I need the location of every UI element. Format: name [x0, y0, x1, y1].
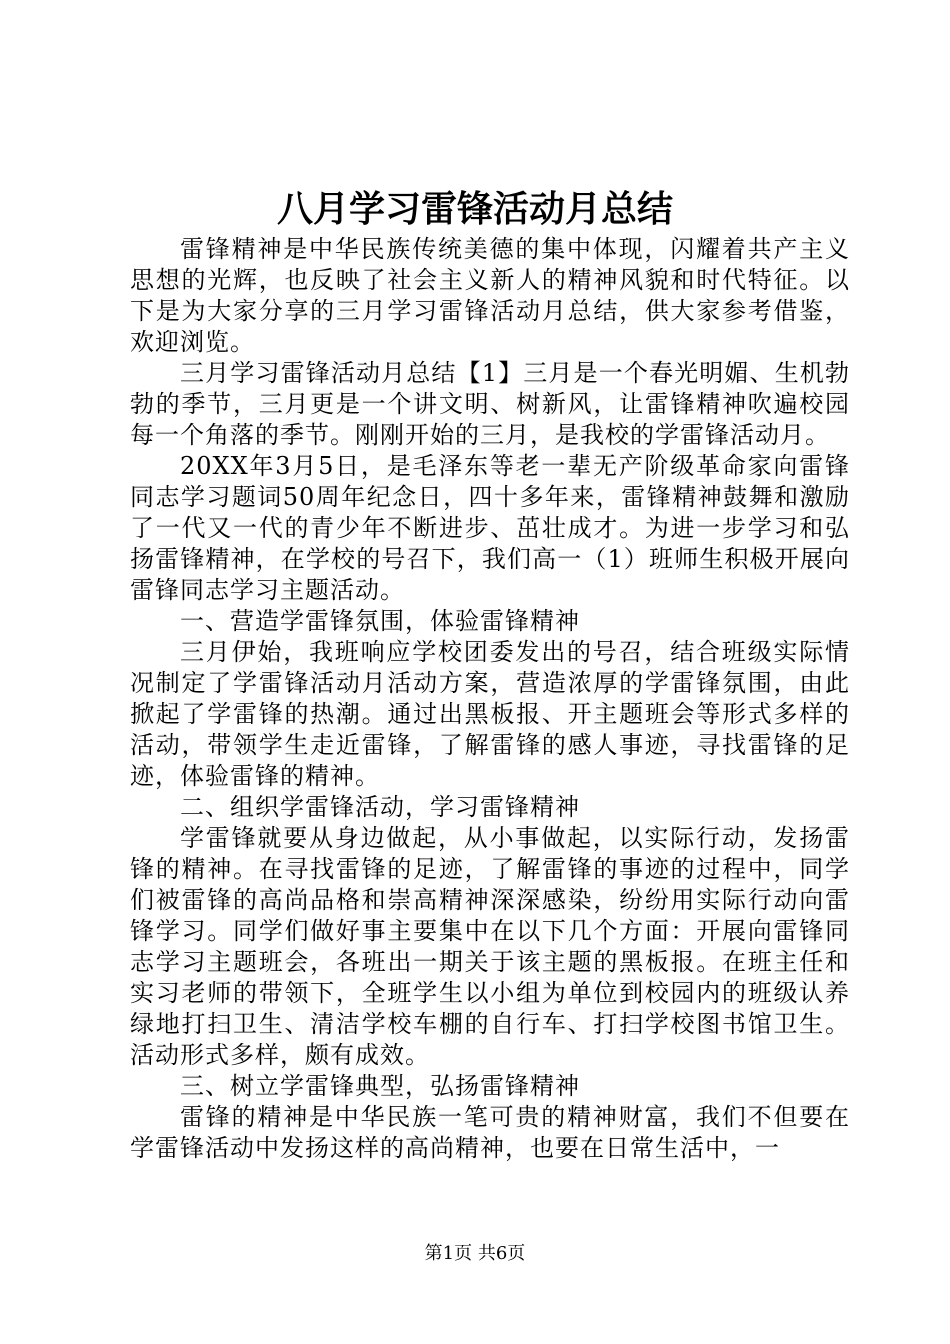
document-body — [130, 234, 850, 1164]
page-number-footer: 第1页 共6页 — [424, 1243, 526, 1264]
paragraph-section-2: 学雷锋就要从身边做起，从小事做起，以实际行动，发扬雷锋的精神。在寻找雷锋的足迹，了解雷锋的事迹的过程中，同学们被雷锋的高尚品格和崇高精神深深感染，纷纷用实际行动向雷锋学习。同学们做好事主要集中在以下几个方面：开展向雷锋同志学习主题班会，各班出一期关于该主题的黑板报。在班主任和实习老师的带领下，全班学生以小组为单位到校园内的班级认养绿地打扫卫生、清洁学校车棚的自行车、打扫学校图书馆卫生。活动形式多样，颇有成效。 — [130, 824, 850, 1069]
section-heading-3: 三、树立学雷锋典型，弘扬雷锋精神 — [180, 1072, 580, 1100]
paragraph-section-3: 雷锋的精神是中华民族一笔可贵的精神财富，我们不但要在学雷锋活动中发扬这样的高尚精神，也要在日常生活中，一 — [130, 1103, 850, 1162]
document-title: 八月学习雷锋活动月总结 — [276, 188, 673, 230]
paragraph-anniversary: 20XX年3月5日，是毛泽东等老一辈无产阶级革命家向雷锋同志学习题词50周年纪念日，四十多年来，雷锋精神鼓舞和激励了一代又一代的青少年不断进步、茁壮成才。为进一步学习和弘扬雷锋精神，在学校的号召下，我们高一（1）班师生积极开展向雷锋同志学习主题活动。 — [130, 452, 850, 604]
paragraph-summary-1: 三月学习雷锋活动月总结【1】三月是一个春光明媚、生机勃勃的季节，三月更是一个讲文明、树新风，让雷锋精神吹遍校园每一个角落的季节。刚刚开始的三月，是我校的学雷锋活动月。 — [130, 359, 850, 449]
paragraph-section-1: 三月伊始，我班响应学校团委发出的号召，结合班级实际情况制定了学雷锋活动月活动方案，营造浓厚的学雷锋氛围，由此掀起了学雷锋的热潮。通过出黑板报、开主题班会等形式多样的活动，带领学生走近雷锋，了解雷锋的感人事迹，寻找雷锋的足迹，体验雷锋的精神。 — [130, 638, 850, 790]
section-heading-1: 一、营造学雷锋氛围，体验雷锋精神 — [180, 607, 580, 635]
section-heading-2: 二、组织学雷锋活动，学习雷锋精神 — [180, 793, 580, 821]
paragraph-intro: 雷锋精神是中华民族传统美德的集中体现，闪耀着共产主义思想的光辉，也反映了社会主义新人的精神风貌和时代特征。以下是为大家分享的三月学习雷锋活动月总结，供大家参考借鉴，欢迎浏览。 — [130, 235, 850, 356]
